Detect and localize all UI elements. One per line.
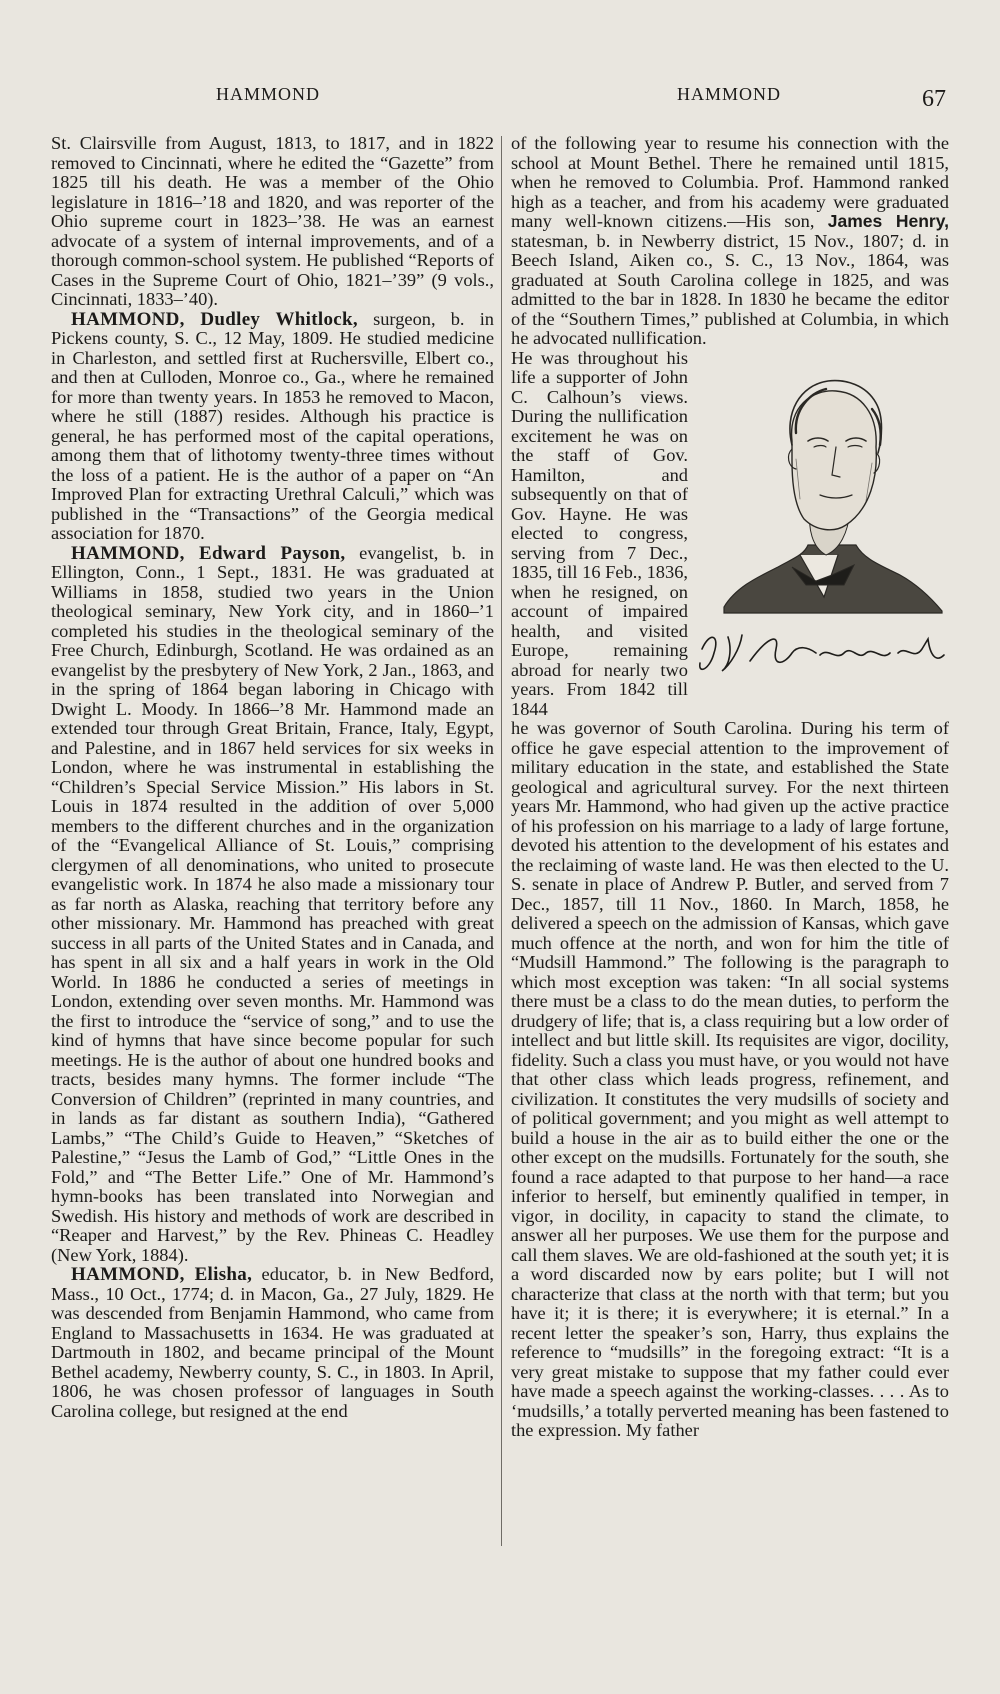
headword: HAMMOND, Elisha, (71, 1264, 253, 1285)
entry-continuation: St. Clairsville from August, 1813, to 1817, and in 1822 removed to Cincinnati, where he edited the “Gazette” from 1825 till his death. He was a member of the Ohio legislature in 1816–’18 and 1820, and was reporter of the Ohio supreme court in 1823–’38. He was an earnest advocate of a system of internal improvements, and of a thorough common-school system. He published “Reports of Cases in the Supreme Court of Ohio, 1821–’39” (9 vols., Cincinnati, 1833–’40). (51, 133, 494, 309)
right-column (511, 134, 949, 1441)
running-head-left: HAMMOND (216, 84, 321, 104)
entry-continuation (511, 134, 949, 349)
running-head-right: HAMMOND (677, 84, 782, 104)
entry-text: of the following year to resume his connection with the school at Mount Bethel. There he remained until 1815, when he removed to Columbia. Prof. Hammond ranked high as a teacher, and from his academy were graduated many well-known citizens.—His son, (511, 133, 949, 231)
sub-headword: James Henry, (827, 211, 949, 231)
portrait-wrap-block (511, 349, 949, 720)
portrait-figure (696, 349, 948, 719)
portrait-engraving (696, 349, 948, 719)
headword: HAMMOND, Dudley Whitlock, (71, 308, 358, 330)
column-divider (501, 136, 502, 1546)
entry-elisha (51, 1265, 494, 1421)
page-number: 67 (922, 86, 946, 112)
entry-dudley-whitlock (51, 310, 494, 544)
entry-continuation-body: he was governor of South Carolina. During his term of office he gave especial attention to the improvement of military education in the state, and established the State geological and agricultural survey. For the next thirteen years Mr. Hammond, who had given up the active practice of his profession on his marriage to a lady of large fortune, devoted his attention to the development of his estates and the reclaiming of waste land. He was then elected to the U. S. senate in place of Andrew P. Butler, and served from 7 Dec., 1857, till 11 Nov., 1860. In March, 1858, he delivered a speech on the admission of Kansas, which gave much offence at the north, and won for him the title of “Mudsill Hammond.” The following is the paragraph to which most exception was taken: “In all social systems there must be a class to do the mean duties, to perform the drudgery of life; that is, a class requiring but a low order of intellect and but little skill. Its requisites are vigor, docility, fidelity. Such a class you must have, or you would not have that other class which leads progress, refinement, and civilization. It constitutes the very mudsills of society and of political government; and you might as well attempt to build a house in the air as to build either the one or the other except on the mudsills. Fortunately for the south, she found a race adapted to that purpose to her hand—a race inferior to herself, but eminently qualified in temper, in vigor, in docility, in capacity to stand the climate, to answer all her purposes. We use them for the purpose and call them slaves. We are old-fashioned at the south yet; it is a word discarded now by ears polite; but I will not characterize that class at the north with that term; but you have it; it is there; it is everywhere; it is eternal.” In a recent letter the speaker’s son, Harry, thus explains the reference to “mudsills” in the foregoing extract: “It is a very great mistake to suppose that my father could ever have made a speech against the working-classes. . . . As to ‘mudsills,’ a totally perverted meaning has been fastened to the expression. My father (511, 718, 949, 1440)
headword: HAMMOND, Edward Payson, (71, 542, 346, 564)
wrapped-text (511, 349, 688, 720)
entry-text: evangelist, b. in Ellington, Conn., 1 Sept., 1831. He was graduated at Williams in 1858, studied two years in the Union theological seminary, New York city, and in 1860–’1 completed his studies in the theological seminary of the Free Church, Edinburgh, Scotland. He was ordained as an evangelist by the presbytery of New York, 2 Jan., 1863, and in the spring of 1864 began laboring in Chicago with Dwight L. Moody. In 1866–’8 Mr. Hammond made an extended tour through Great Britain, France, Italy, Egypt, and Palestine, and in 1867 held services for six weeks in London, where he was instrumental in establishing the “Children’s Special Service Mission.” His labors in St. Louis in 1874 resulted in the addition of over 5,000 members to the different churches and in the organization of the “Evangelical Alliance of St. Louis,” comprising clergymen of all denominations, who united to prosecute evangelistic work. In 1874 he also made a missionary tour as far north as Alaska, reaching that territory before any other missionary. Mr. Hammond has preached with great success in all parts of the United States and in Canada, and has spent in all six and a half years in work in the Old World. In 1886 he conducted a series of meetings in London, extending over seven months. Mr. Hammond was the first to introduce the “service of song,” and to use the kind of hymns that have since become popular for such meetings. He is the author of about one hundred books and tracts, besides many hymns. The former include “The Conversion of Children” (reprinted in many countries, and in lands as far distant as southern India), “Gathered Lambs,” “The Child’s Guide to Heaven,” “Sketches of Palestine,” “Jesus the Lamb of God,” “Little Ones in the Fold,” and “The Better Life.” One of Mr. Hammond’s hymn-books has been translated into Norwegian and Swedish. His history and methods of work are described in “Reaper and Harvest,” by the Rev. Phineas C. Headley (New York, 1884). (51, 542, 494, 1265)
left-column (51, 134, 494, 1421)
wrapped-paragraph: He was throughout his life a supporter of John C. Calhoun’s views. During the nullification excitement he was on the staff of Gov. Hamilton, and subsequently on that of Gov. Hayne. He was elected to congress, serving from 7 Dec., 1835, till 16 Feb., 1836, when he resigned, on account of impaired health, and visited Europe, remaining abroad for nearly two years. From 1842 till 1844 (511, 347, 688, 719)
entry-text: surgeon, b. in Pickens county, S. C., 12 May, 1809. He studied medicine in Charleston, and settled first at Ruchersville, Elbert co., and then at Culloden, Monroe co., Ga., where he remained for more than twenty years. In 1853 he removed to Macon, where he still (1887) resides. Although his practice is general, he has performed most of the capital operations, among them that of lithotomy twenty-three times without the loss of a patient. He is the author of a paper on “An Improved Plan for extracting Urethral Calculi,” which was published in the “Transactions” of the Georgia medical association for 1870. (51, 308, 494, 543)
entry-edward-payson (51, 544, 494, 1266)
entry-text: statesman, b. in Newberry district, 15 Nov., 1807; d. in Beech Island, Aiken co., S. C., 13 Nov., 1864, was graduated at South Carolina college in 1825, and was admitted to the bar in 1828. In 1830 he became the editor of the “Southern Times,” published at Columbia, in which he advocated nullification. (511, 230, 949, 348)
signature-text: J. H. Hammond (818, 688, 826, 690)
entry-text: educator, b. in New Bedford, Mass., 10 Oct., 1774; d. in Macon, Ga., 27 July, 1829. He was descended from Benjamin Hammond, who came from England to Massachusetts in 1634. He was graduated at Dartmouth in 1802, and became principal of the Mount Bethel academy, Newberry county, S. C., in 1803. In April, 1806, he was chosen professor of languages in South Carolina college, but resigned at the end (51, 1264, 494, 1421)
